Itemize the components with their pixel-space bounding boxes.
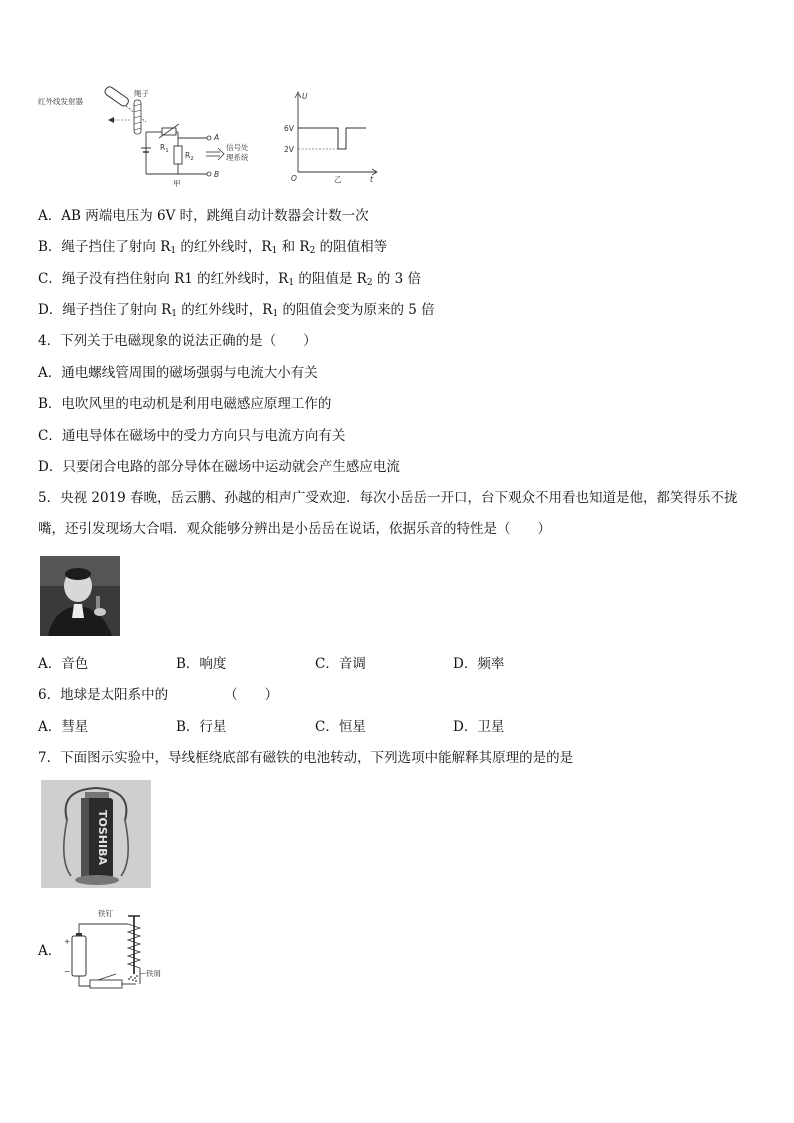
rope-icon <box>134 100 141 134</box>
nail-coil-icon <box>128 916 140 984</box>
r1-resistor <box>159 124 179 138</box>
q4-option-b: B．电吹风里的电动机是利用电磁感应原理工作的 <box>38 396 332 412</box>
emitter-label: 红外线发射器 <box>38 97 83 106</box>
comedian-photo <box>40 556 120 636</box>
tick-6v: 6V <box>284 124 294 133</box>
origin-label: O <box>291 174 297 183</box>
q3-option-c: C．绳子没有挡住射向 R1 的红外线时，$R_1$ 的阻值是 $R_2$ 的 3 倍 <box>38 271 422 288</box>
tick-2v: 2V <box>284 145 294 154</box>
r2-resistor <box>174 146 182 164</box>
signal-label-2: 理系统 <box>226 153 249 162</box>
rope-label: 绳子 <box>134 89 149 98</box>
q5-stem-line2: 嘴，还引发现场大合唱．观众能够分辨出是小岳岳在说话，依据乐音的特性是（ ） <box>38 521 551 537</box>
battery-motor-photo <box>41 780 151 888</box>
q3-option-d: D．绳子挡住了射向 $R_1$ 的红外线时，$R_1$ 的阻值会变为原来的 5 倍 <box>38 302 435 319</box>
signal-label-1: 信号处 <box>226 143 249 152</box>
circuit-diagram <box>38 82 278 190</box>
battery-brand-label: TOSHIBA <box>96 810 109 865</box>
battery-cell-icon <box>72 936 86 976</box>
q5-option-a: A．音色 <box>38 656 89 672</box>
caption-yi: 乙 <box>334 175 342 184</box>
r1-label: $R_1$ <box>160 143 169 154</box>
q6-option-c: C．恒星 <box>315 719 366 735</box>
iron-filings-icon <box>128 975 138 982</box>
q6-option-d: D．卫星 <box>453 719 505 735</box>
filings-label: 铁屑 <box>146 969 161 978</box>
q6-option-a: A．彗星 <box>38 719 89 735</box>
node-b-label: B <box>214 170 220 179</box>
q4-stem: 4．下列关于电磁现象的说法正确的是（ ） <box>38 333 317 349</box>
q4-option-a: A．通电螺线管周围的磁场强弱与电流大小有关 <box>38 365 318 381</box>
q5-option-c: C．音调 <box>315 656 366 672</box>
q5-stem-line1: 5．央视 2019 春晚，岳云鹏、孙越的相声广受欢迎．每次小岳岳一开口，台下观众不用看也知道是他，都笑得乐不拢 <box>38 490 738 506</box>
y-axis-label: U <box>302 92 308 101</box>
x-axis-label: t <box>370 175 373 184</box>
q6-option-b: B．行星 <box>176 719 227 735</box>
q7-option-a-label: A． <box>38 943 62 959</box>
node-a-label: A <box>214 133 220 142</box>
q3-option-b: B．绳子挡住了射向 $R_1$ 的红外线时，$R_1$ 和 $R_2$ 的阻值相等 <box>38 239 388 256</box>
q7-stem: 7．下面图示实验中，导线框绕底部有磁铁的电池转动，下列选项中能解释其原理的是的是 <box>38 750 574 766</box>
voltage-trace <box>298 128 366 149</box>
q5-option-d: D．频率 <box>453 656 505 672</box>
electromagnet-diagram <box>62 904 174 996</box>
minus-sign: − <box>64 967 71 976</box>
nail-label: 铁钉 <box>98 909 113 918</box>
q4-option-c: C．通电导体在磁场中的受力方向只与电流方向有关 <box>38 428 346 444</box>
switch-icon[interactable] <box>90 980 122 988</box>
q5-option-b: B．响度 <box>176 656 227 672</box>
q6-stem: 6．地球是太阳系中的 （ ） <box>38 687 279 703</box>
q3-option-a: A．AB 两端电压为 6V 时，跳绳自动计数器会计数一次 <box>38 208 369 224</box>
signal-arrow-icon <box>206 148 224 160</box>
caption-jia: 甲 <box>173 179 181 188</box>
q4-option-d: D．只要闭合电路的部分导体在磁场中运动就会产生感应电流 <box>38 459 400 475</box>
terminal-b <box>207 172 211 176</box>
terminal-a <box>207 136 211 140</box>
voltage-graph <box>284 88 380 184</box>
plus-sign: + <box>64 937 71 946</box>
r2-label: $R_2$ <box>185 151 194 162</box>
